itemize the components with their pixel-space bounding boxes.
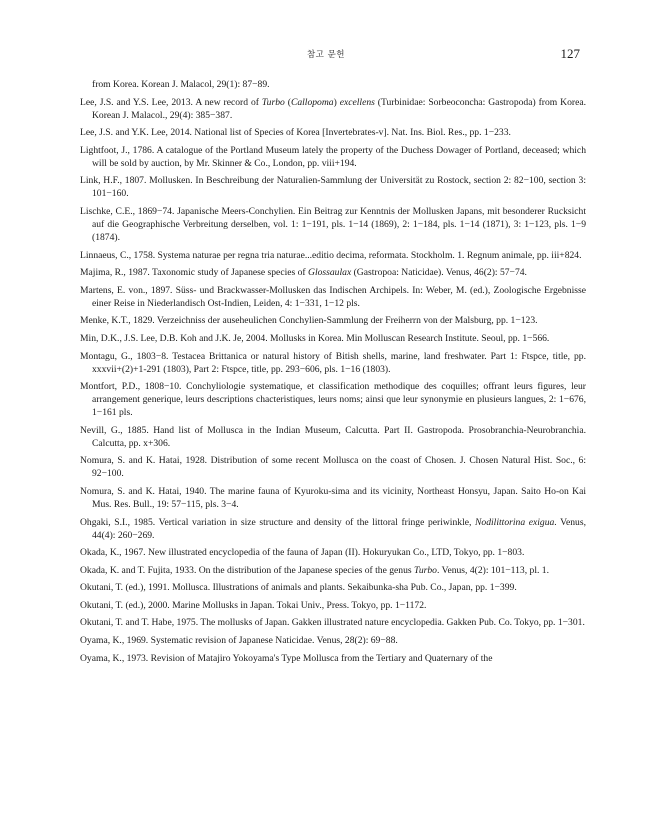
taxon-name: excellens (339, 96, 375, 108)
taxon-name: Glossaulax (308, 267, 352, 279)
reference-entry: Majima, R., 1987. Taxonomic study of Japanese species of Glossaulax (Gastropoa: Naticidae). Venus, 46(2): 57−74. (80, 267, 527, 279)
taxon-name: Nodilittorina exigua (475, 516, 555, 528)
reference-entry: Okutani, T. (ed.), 1991. Mollusca. Illustrations of animals and plants. Sekaibunka-sha Pub. Co., Japan, pp. 1−399. (80, 582, 517, 594)
reference-entry: Montfort, P.D., 1808−10. Conchyliologie systematique, et classification methodique des coquilles; offrant leurs figures, leur arrangement generique, leurs descriptions chacteristiques, leurs noms; ainsi que leur synonymie en plusieurs langues, 2: 1−676, 1−161 pls. (80, 381, 586, 419)
reference-entry: Okutani, T. (ed.), 2000. Marine Mollusks in Japan. Tokai Univ., Press. Tokyo, pp. 1−1172. (80, 599, 427, 611)
reference-entry: Nevill, G., 1885. Hand list of Mollusca in the Indian Museum, Calcutta. Part II. Gastropoda. Prosobranchia-Neurobranchia. Calcutta, pp. x+306. (80, 424, 586, 449)
reference-entry: Okada, K., 1967. New illustrated encyclopedia of the fauna of Japan (II). Hokuryukan Co., LTD, Tokyo, pp. 1−803. (80, 547, 525, 559)
reference-entry: Montagu, G., 1803−8. Testacea Brittanica or natural history of Bitish shells, marine, land freshwater. Part 1: Ftspce, title, pp. xxxvii+(2)+1-291 (1803), Part 2: Ftspce, title, pp. 293−606, pls. 1−16 (1803). (80, 350, 586, 375)
reference-entry: Oyama, K., 1973. Revision of Matajiro Yokoyama's Type Mollusca from the Tertiary and Quaternary of the (80, 652, 493, 664)
reference-entry: Nomura, S. and K. Hatai, 1940. The marine fauna of Kyuroku-sima and its vicinity, Northeast Honsyu, Japan. Saito Ho-on Kai Mus. Res. Bull., 19: 57−115, pls. 3−4. (80, 485, 586, 510)
page-header (0, 46, 652, 66)
reference-entry: Lischke, C.E., 1869−74. Japanische Meers-Conchylien. Ein Beitrag zur Kenntnis der Mollusken Japans, mit besonderer Rucksicht auf die Geographische Verbreitung derselben, vol. 1: 1−191, pls. 1−14 (1869), 2: 1−184, pls. 1−14 (1871), 3: 1−123, pls. 1−9 (1874). (80, 205, 586, 243)
reference-entry: Lee, J.S. and Y.K. Lee, 2014. National list of Species of Korea [Invertebrates-v]. Nat. Ins. Biol. Res., pp. 1−233. (80, 127, 511, 139)
taxon-name: Callopoma (290, 96, 334, 108)
reference-entry: from Korea. Korean J. Malacol, 29(1): 87−89. (92, 79, 270, 90)
reference-entry: Okutani, T. and T. Habe, 1975. The mollusks of Japan. Gakken illustrated nature encyclopedia. Gakken Pub. Co. Tokyo, pp. 1−301. (80, 617, 585, 629)
reference-entry: Lee, J.S. and Y.S. Lee, 2013. A new record of Turbo (Callopoma) excellens (Turbinidae: Sorbeoconcha: Gastropoda) from Korea. Korean J. Malacol., 29(4): 385−387. (80, 96, 587, 121)
reference-entry: Okada, K. and T. Fujita, 1933. On the distribution of the Japanese species of the genus Turbo. Venus, 4(2): 101−113, pl. 1. (80, 564, 549, 576)
taxon-name: Turbo (414, 564, 437, 576)
reference-entry: Martens, E. von., 1897. Süss- und Brackwasser-Mollusken das Indischen Archipels. In: Weber, M. (ed.), Zoologische Ergebnisse einer Reise in Niederlandisch Ost-Indien, Leiden, 4: 1−331, 1−12 pls. (80, 284, 586, 309)
reference-entry: Ohgaki, S.I., 1985. Vertical variation in size structure and density of the littoral fringe periwinkle, Nodilittorina exigua. Venus, 44(4): 260−269. (80, 516, 586, 541)
running-title: 참고 문헌 (306, 50, 346, 60)
page-number: 127 (560, 46, 580, 61)
reference-entry: Menke, K.T., 1829. Verzeichniss der auseheulichen Conchylien-Sammlung der Freiherrn von der Malsburg, pp. 1−123. (80, 315, 538, 327)
taxon-name: Turbo (261, 96, 285, 108)
reference-entry: Oyama, K., 1969. Systematic revision of Japanese Naticidae. Venus, 28(2): 69−88. (80, 635, 398, 647)
reference-entry: Link, H.F., 1807. Mollusken. In Beschreibung der Naturalien-Sammlung der Universität zu Rostock, section 2: 82−100, section 3: 101−160. (80, 175, 586, 200)
reference-entry: Nomura, S. and K. Hatai, 1928. Distribution of some recent Mollusca on the coast of Chosen. J. Chosen Natural Hist. Soc., 6: 92−100. (80, 455, 586, 480)
reference-list (80, 78, 586, 669)
reference-entry: Linnaeus, C., 1758. Systema naturae per regna tria naturae...editio decima, reformata. Stockholm. 1. Regnum animale, pp. iii+824. (80, 249, 582, 261)
reference-entry: Lightfoot, J., 1786. A catalogue of the Portland Museum lately the property of the Duchess Dowager of Portland, deceased; which will be sold by auction, by Mr. Skinner & Co., London, pp. viii+194. (80, 144, 586, 169)
reference-entry: Min, D.K., J.S. Lee, D.B. Koh and J.K. Je, 2004. Mollusks in Korea. Min Molluscan Research Institute. Seoul, pp. 1−566. (80, 332, 550, 344)
